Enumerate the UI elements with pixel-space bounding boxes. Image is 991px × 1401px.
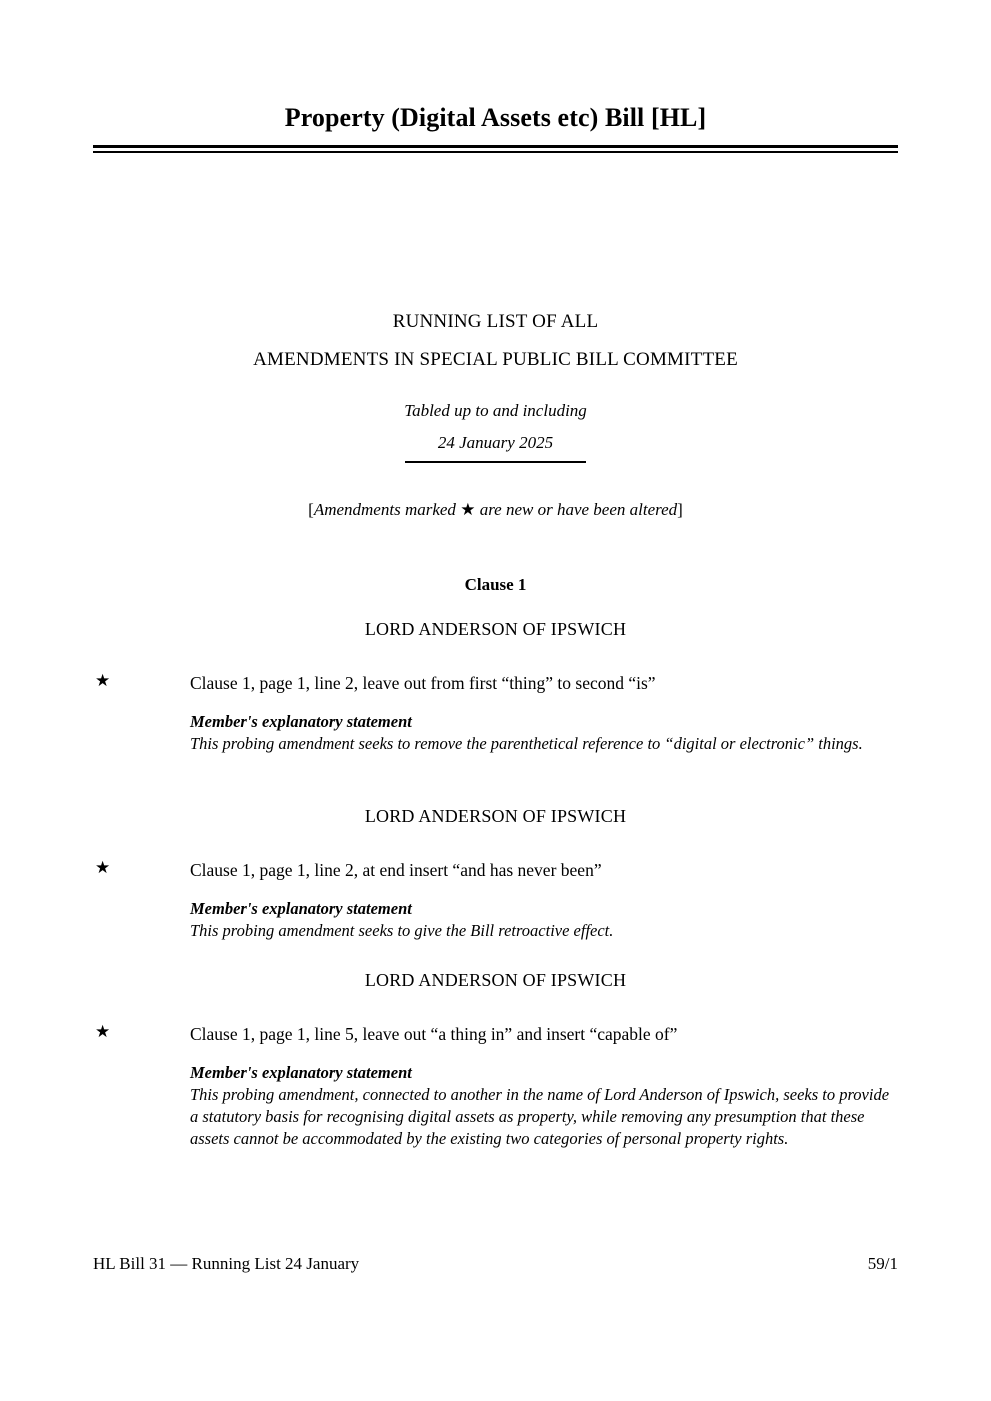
- amendments-marked-note: [93, 500, 898, 520]
- star-icon: ★: [460, 500, 476, 519]
- member-name-2: LORD ANDERSON OF IPSWICH: [364, 806, 627, 826]
- amendment-text-2: Clause 1, page 1, line 2, at end insert “and has never been”: [190, 860, 602, 880]
- member-name-1: LORD ANDERSON OF IPSWICH: [364, 619, 627, 639]
- marked-note-text-before: Amendments marked: [313, 500, 461, 519]
- marked-note-text-after: are new or have been altered: [475, 500, 678, 519]
- explanatory-heading-3: Member's explanatory statement: [190, 1063, 412, 1082]
- title-rule-thick: [93, 145, 898, 148]
- explanatory-heading-1: Member's explanatory statement: [190, 712, 412, 731]
- amendment-text-3: Clause 1, page 1, line 5, leave out “a thing in” and insert “capable of”: [190, 1024, 678, 1044]
- explanatory-body-2: This probing amendment seeks to give the Bill retroactive effect.: [190, 921, 614, 940]
- page-title: Property (Digital Assets etc) Bill [HL]: [284, 103, 707, 132]
- bracket-close: ]: [677, 500, 683, 519]
- star-icon-amendment-2: ★: [95, 858, 111, 877]
- header-line-1: RUNNING LIST OF ALL: [392, 311, 599, 332]
- title-rule-thin: [93, 151, 898, 153]
- explanatory-heading-2: Member's explanatory statement: [190, 899, 412, 918]
- explanatory-body-3: This probing amendment, connected to another in the name of Lord Anderson of Ipswich, seeks to provide a statutory basis for recognising digital assets as property, while removing any presumption that these assets cannot be accommodated by the existing two categories of personal property rights.: [190, 1085, 890, 1148]
- star-icon-amendment-1: ★: [95, 671, 111, 690]
- explanatory-body-1: This probing amendment seeks to remove the parenthetical reference to “digital or electronic” things.: [190, 734, 863, 753]
- star-icon-amendment-3: ★: [95, 1022, 111, 1041]
- amendment-text-1: Clause 1, page 1, line 2, leave out from first “thing” to second “is”: [190, 673, 656, 693]
- tabled-date: 24 January 2025: [437, 433, 554, 452]
- clause-heading: Clause 1: [464, 575, 527, 594]
- footer-bill-reference: HL Bill 31 — Running List 24 January: [93, 1254, 360, 1273]
- header-block: [93, 303, 898, 459]
- bracket-open: [: [308, 500, 314, 519]
- tabled-label: Tabled up to and including: [404, 401, 587, 420]
- header-divider-rule: [405, 461, 586, 463]
- header-line-2: AMENDMENTS IN SPECIAL PUBLIC BILL COMMITTEE: [253, 349, 738, 370]
- footer-page-number: 59/1: [867, 1254, 898, 1273]
- member-name-3: LORD ANDERSON OF IPSWICH: [364, 970, 627, 990]
